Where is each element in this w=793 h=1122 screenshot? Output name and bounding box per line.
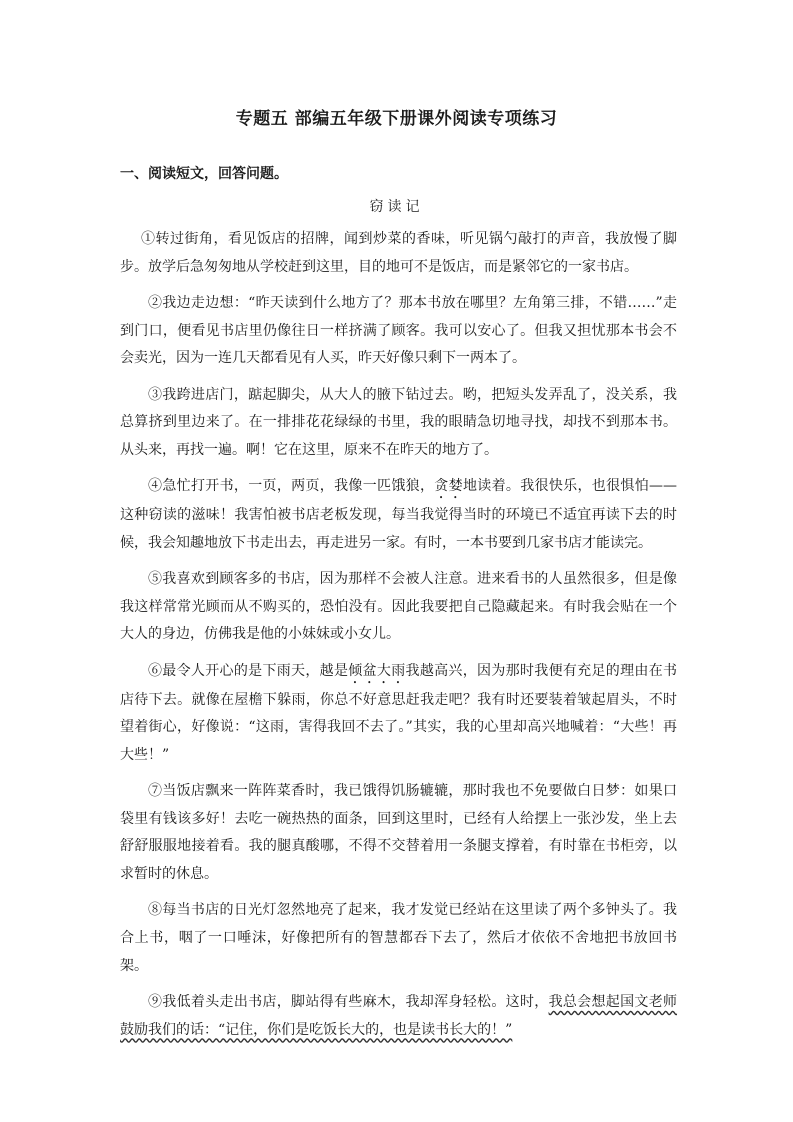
paragraph-2: ②我边走边想：“昨天读到什么地方了？那本书放在哪里？左角第三排，不错……”走到门口，便看见书店里仍像往日一样挤满了顾客。我可以安心了。但我又担忧那本书会不会卖光，因为一连几天都看见有人买，昨天好像只剩下一两本了。	[120, 294, 677, 367]
article-body	[120, 226, 677, 1053]
paragraph-6	[120, 658, 677, 770]
paragraph-9-text-a: ⑨我低着头走出书店，脚站得有些麻木，我却浑身轻松。这时，	[148, 994, 549, 1011]
section-heading: 一、阅读短文，回答问题。	[120, 166, 288, 182]
underlined-sentence: 我总会想起国文老师鼓励我们的话：“记住，你们是吃饭长大的，也是读书长大的！”	[120, 994, 678, 1038]
article-title: 窃读记	[369, 199, 424, 215]
paragraph-4	[120, 473, 677, 557]
paragraph-8: ⑧每当书店的日光灯忽然地亮了起来，我才发觉已经站在这里读了两个多钟头了。我合上书，咽了一口唾沫，好像把所有的智慧都吞下去了，然后才依依不舍地把书放回书架。	[120, 902, 677, 974]
emphasized-word: 贪婪	[434, 478, 463, 495]
paragraph-1: ①转过街角，看见饭店的招牌，闻到炒菜的香味，听见锅勺敲打的声音，我放慢了脚步。放学后急匆匆地从学校赶到这里，目的地可不是饭店，而是紧邻它的一家书店。	[120, 231, 677, 275]
emphasized-phrase: 倾盆大雨	[348, 662, 406, 679]
paragraph-4-text-b: 地读着。我很快乐，也很惧怕——这种窃读的滋味！我害怕被书店老板发现，每当我觉得当时的环境已不适宜再读下去的时候，我会知趣地放下书走出去，再走进另一家。有时，一本书要到几家书店才能读完。	[120, 478, 678, 551]
paragraph-6-text-b: 我越高兴，因为那时我便有充足的理由在书店待下去。就像在屋檐下躲雨，你总不好意思赶我走吧？我有时还要装着皱起眉头，不时望着街心，好像说：“这雨，害得我回不去了。”其实，我的心里却高兴地喊着：“大些！再大些！”	[120, 662, 678, 763]
paragraph-5: ⑤我喜欢到顾客多的书店，因为那样不会被人注意。进来看书的人虽然很多，但是像我这样常常光顾而从不购买的，恐怕没有。因此我要把自己隐藏起来。有时我会贴在一个大人的身边，仿佛我是他的小妹妹或小女儿。	[120, 571, 677, 643]
paragraph-6-text-a: ⑥最令人开心的是下雨天，越是	[148, 662, 349, 679]
paragraph-4-text-a: ④急忙打开书，一页，两页，我像一匹饿狼，	[148, 478, 435, 495]
page-title: 专题五 部编五年级下册课外阅读专项练习	[235, 109, 558, 129]
paragraph-9	[120, 989, 677, 1044]
paragraph-3: ③我跨进店门，踮起脚尖，从大人的腋下钻过去。哟，把短头发弄乱了，没关系，我总算挤到里边来了。在一排排花花绿绿的书里，我的眼睛急切地寻找，却找不到那本书。从头来，再找一遍。啊！它在这里，原来不在昨天的地方了。	[120, 386, 677, 458]
paragraph-7: ⑦当饭店飘来一阵阵菜香时，我已饿得饥肠辘辘，那时我也不免要做白日梦：如果口袋里有钱该多好！去吃一碗热热的面条，回到这里时，已经有人给摆上一张沙发，坐上去舒舒服服地接着看。我的腿真酸哪，不得不交替着用一条腿支撑着，有时靠在书柜旁，以求暂时的休息。	[120, 783, 677, 883]
